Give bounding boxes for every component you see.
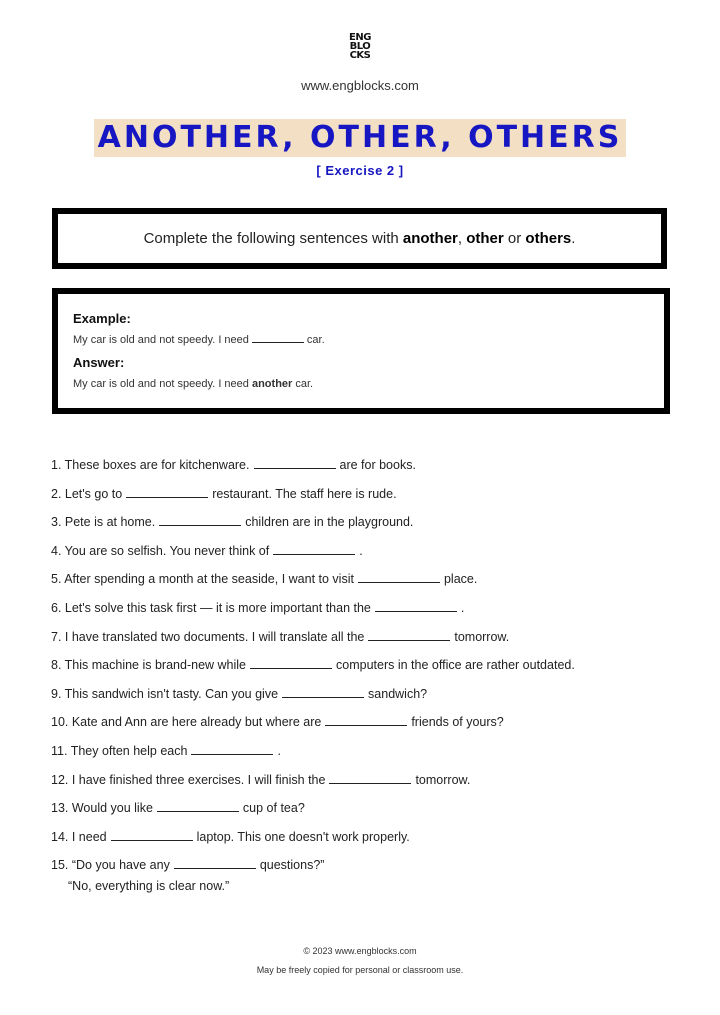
answer-sentence xyxy=(73,378,664,390)
question-text: sandwich? xyxy=(368,686,428,701)
question-text: . xyxy=(359,543,363,558)
title-wrap xyxy=(0,119,720,157)
instruction-sep: or xyxy=(503,230,526,247)
logo-line: CKS xyxy=(349,50,371,61)
instruction-text xyxy=(144,230,576,247)
answer-blank[interactable] xyxy=(282,685,364,698)
engblocks-logo xyxy=(343,33,377,60)
question-text: 13. Would you like xyxy=(51,801,153,816)
site-url[interactable]: www.engblocks.com xyxy=(301,78,419,93)
answer-blank[interactable] xyxy=(174,856,256,869)
answer-blank[interactable] xyxy=(250,656,332,669)
question-text: tomorrow. xyxy=(454,629,510,644)
question-item xyxy=(51,798,691,827)
question-item xyxy=(51,541,691,570)
answer-blank[interactable] xyxy=(111,828,193,841)
answer-blank[interactable] xyxy=(368,628,450,641)
answer-blank[interactable] xyxy=(273,542,355,555)
question-text: 1. These boxes are for kitchenware. xyxy=(51,458,250,472)
question-text: computers in the office are rather outdated. xyxy=(336,658,575,673)
answer-before: My car is old and not speedy. I need xyxy=(73,378,252,390)
question-text: 8. This machine is brand-new while xyxy=(51,658,247,673)
answer-blank[interactable] xyxy=(157,799,239,812)
question-item xyxy=(51,684,691,713)
question-text: 12. I have finished three exercises. I will finish the xyxy=(51,772,326,787)
footer-note: May be freely copied for personal or classroom use. xyxy=(256,965,464,975)
question-text: . xyxy=(277,743,281,758)
instruction-word-another: another xyxy=(402,230,458,247)
question-item xyxy=(51,655,691,684)
question-item xyxy=(51,512,691,541)
question-item xyxy=(51,569,691,598)
question-item xyxy=(51,770,691,799)
answer-blank[interactable] xyxy=(126,485,208,498)
question-list xyxy=(51,455,691,905)
question-item xyxy=(51,484,691,513)
question-text: . xyxy=(460,600,465,615)
question-item xyxy=(51,627,691,656)
answer-label: Answer: xyxy=(73,355,125,370)
question-text: 2. Let's go to xyxy=(51,486,123,501)
example-after: car. xyxy=(306,334,325,346)
question-text: 11. They often help each xyxy=(51,743,188,758)
question-item xyxy=(51,827,691,856)
question-item xyxy=(51,598,691,627)
question-item xyxy=(51,455,691,484)
question-text: 10. Kate and Ann are here already but where are xyxy=(51,715,322,730)
question-text: cup of tea? xyxy=(242,801,305,816)
instruction-sep: , xyxy=(457,230,467,247)
instruction-word-others: others xyxy=(525,230,572,247)
instruction-end: . xyxy=(571,230,576,247)
question-text: tomorrow. xyxy=(415,772,471,787)
question-text: 15. “Do you have any xyxy=(51,858,170,873)
instruction-box xyxy=(52,208,667,269)
logo-line: ENG xyxy=(349,32,371,43)
question-text: 5. After spending a month at the seaside, I want to visit xyxy=(51,572,354,587)
question-text: 14. I need xyxy=(51,829,107,844)
question-text: laptop. This one doesn't work properly. xyxy=(196,829,410,844)
example-sentence xyxy=(73,334,664,346)
question-text: 7. I have translated two documents. I will translate all the xyxy=(51,629,365,644)
answer-blank[interactable] xyxy=(191,742,273,755)
question-text: 3. Pete is at home. xyxy=(51,515,156,530)
exercise-label: [ Exercise 2 ] xyxy=(316,163,404,178)
question-item xyxy=(51,712,691,741)
answer-after: car. xyxy=(292,378,314,390)
example-blank xyxy=(252,341,304,343)
answer-blank[interactable] xyxy=(375,599,457,612)
instruction-word-other: other xyxy=(466,230,504,247)
question-text: children are in the playground. xyxy=(245,515,414,530)
answer-word: another xyxy=(251,378,293,390)
answer-blank[interactable] xyxy=(329,771,411,784)
example-before: My car is old and not speedy. I need xyxy=(73,334,249,346)
question-text: 9. This sandwich isn't tasty. Can you give xyxy=(51,686,279,701)
answer-blank[interactable] xyxy=(159,513,241,526)
answer-blank[interactable] xyxy=(325,713,407,726)
question-text: place. xyxy=(443,572,478,587)
question-text: restaurant. The staff here is rude. xyxy=(212,486,397,501)
example-label: Example: xyxy=(73,311,131,326)
logo-line: BLO xyxy=(349,41,371,52)
page-title: ANOTHER, OTHER, OTHERS xyxy=(94,119,627,157)
question-text: friends of yours? xyxy=(411,715,504,730)
question-text: questions?” xyxy=(259,858,325,873)
question-item xyxy=(51,741,691,770)
instruction-prefix: Complete the following sentences with xyxy=(143,230,403,247)
example-box xyxy=(52,288,670,414)
question-text: 6. Let's solve this task first — it is more important than the xyxy=(51,600,371,615)
footer-copyright: © 2023 www.engblocks.com xyxy=(303,946,417,956)
answer-blank[interactable] xyxy=(254,456,336,469)
question-text: are for books. xyxy=(339,458,416,472)
question-15-reply: “No, everything is clear now.” xyxy=(68,878,230,893)
question-text: 4. You are so selfish. You never think of xyxy=(51,543,270,558)
answer-blank[interactable] xyxy=(358,570,440,583)
